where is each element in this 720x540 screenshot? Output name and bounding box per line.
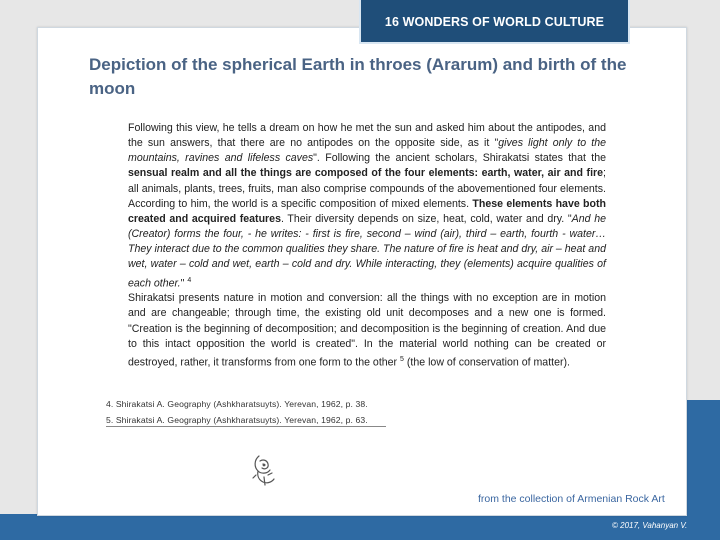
text-run: These elements have both created and acquired features: [128, 197, 606, 225]
body-text: [128, 121, 606, 371]
text-run: (the low of conservation of matter).: [403, 356, 570, 369]
text-run: ; all animals, plants, trees, fruits, man also comprise compounds of the abovementioned four elements. According to him, the world is a specific composition of mixed elements.: [128, 167, 606, 210]
text-run: Shirakatsi presents nature in motion and conversion: all the things with no exception are in motion and are changeable; through time, the existing old unit decomposes and a new one is formed. "Creation is the beginning of decomposition; and decomposition is the beginning of creation. And due to this intact opposition the world is created". In the material world nothing can be created or destroyed, rather, it transforms from one form to the other: [128, 292, 606, 369]
slide-title: Depiction of the spherical Earth in throes (Ararum) and birth of the moon: [89, 55, 627, 98]
footnote-divider: [106, 426, 386, 427]
text-run: ". Following the ancient scholars, Shirakatsi states that the: [313, 152, 606, 165]
paragraph-2: [128, 291, 606, 370]
text-run: sensual realm and all the things are composed of the four elements: earth, water, air and fire: [128, 167, 604, 180]
text-run: And he (Creator) forms the four, - he writes: - first is fire, second – wind (air), third – earth, fourth - water… They interact due to the common qualities they share. The nature of fire is heat and dry, air – heat and wet, water – cold and wet, earth – cold and dry. While interacting, they (elements) acquire qualities of each other.: [128, 212, 606, 290]
text-run: gives light only to the mountains, ravines and lifeless caves: [128, 137, 607, 165]
text-run: 5: [400, 355, 404, 363]
header-banner: 16 WONDERS OF WORLD CULTURE: [359, 0, 630, 44]
text-run: . Their diversity depends on size, heat, cold, water and dry. ": [280, 212, 572, 225]
footnote-5: 5. Shirakatsi A. Geography (Ashkharatsuyts). Yerevan, 1962, p. 63.: [106, 415, 368, 425]
text-run: ": [180, 277, 188, 290]
rock-art-emblem-icon: [250, 453, 278, 487]
text-run: Following this view, he tells a dream on how he met the sun and asked him about the antipodes, and the sun answers, that there are no antipodes on the opposite side, as it ": [128, 122, 606, 150]
paragraph-1: [128, 121, 606, 291]
text-run: 4: [187, 276, 192, 284]
footnote-4: 4. Shirakatsi A. Geography (Ashkharatsuyts). Yerevan, 1962, p. 38.: [106, 399, 368, 409]
image-caption: from the collection of Armenian Rock Art: [478, 493, 665, 505]
copyright-note: © 2017, Vahanyan V.: [612, 521, 688, 530]
